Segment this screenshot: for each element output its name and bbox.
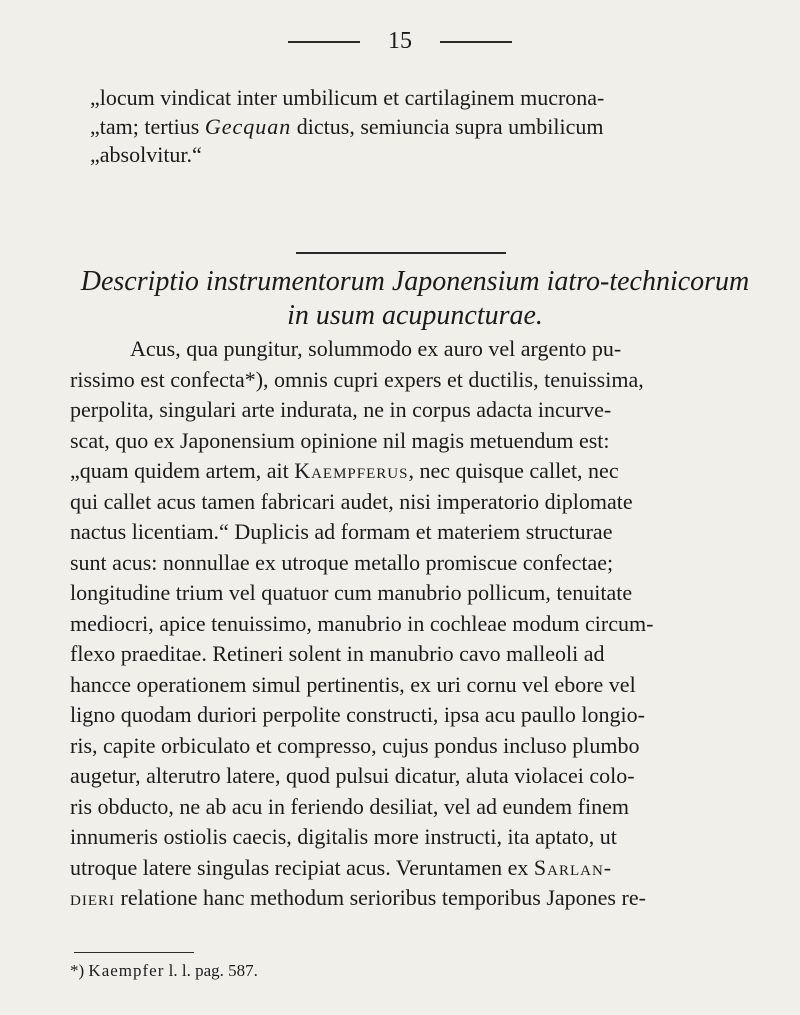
body-line: qui callet acus tamen fabricari audet, nisi imperatorio diplomate bbox=[70, 488, 633, 514]
body-line: augetur, alterutro latere, quod pulsui dicatur, aluta violacei colo- bbox=[70, 763, 635, 788]
body-line: innumeris ostiolis caecis, digitalis more instructi, ita aptato, ut bbox=[70, 824, 617, 849]
body-line bbox=[70, 456, 760, 487]
footnote bbox=[70, 960, 258, 982]
body-line bbox=[70, 853, 760, 884]
section-title bbox=[70, 265, 760, 333]
body-line: perpolita, singulari arte indurata, ne in corpus adacta incurve- bbox=[70, 397, 612, 422]
page-number: 15 bbox=[388, 28, 412, 54]
author-name: Sarlan- bbox=[533, 854, 613, 880]
quote-line: „locum vindicat inter umbilicum et cartilaginem mucrona- bbox=[90, 85, 605, 110]
body-text bbox=[70, 334, 760, 914]
header-rule-right bbox=[440, 41, 512, 43]
title-line: Descriptio instrumentorum Japonensium iatro-technicorum bbox=[80, 266, 750, 297]
footnote-rule bbox=[74, 952, 194, 953]
footnote-author: Kaempfer bbox=[88, 961, 165, 980]
section-divider bbox=[296, 252, 506, 254]
body-line: Acus, qua pungitur, solummodo ex auro vel argento pu- bbox=[130, 336, 622, 361]
header-rule-left bbox=[288, 41, 360, 43]
body-line: hancce operationem simul pertinentis, ex uri cornu vel ebore vel bbox=[70, 671, 636, 697]
quote-text: dictus, semiuncia supra umbilicum bbox=[291, 113, 604, 139]
body-text-fragment: relatione hanc methodum serioribus temporibus Japones re- bbox=[115, 885, 646, 910]
body-line: mediocri, apice tenuissimo, manubrio in cochleae modum circum- bbox=[70, 610, 654, 636]
body-line: ris obducto, ne ab acu in feriendo desiliat, vel ad eundem finem bbox=[70, 793, 629, 819]
body-line: flexo praeditae. Retineri solent in manubrio cavo malleoli ad bbox=[70, 641, 605, 666]
body-line: ris, capite orbiculato et compresso, cujus pondus incluso plumbo bbox=[70, 732, 640, 758]
body-text-fragment: utroque latere singulas recipiat acus. Veruntamen ex bbox=[70, 854, 534, 880]
author-name: dieri bbox=[70, 885, 115, 910]
body-line: scat, quo ex Japonensium opinione nil magis metuendum est: bbox=[70, 427, 610, 453]
quote-line: „absolvitur.“ bbox=[90, 142, 202, 167]
footnote-ref: l. l. pag. 587. bbox=[164, 961, 258, 980]
body-line: longitudine trium vel quatuor cum manubrio pollicum, tenuitate bbox=[70, 580, 633, 605]
quote-line bbox=[90, 113, 730, 142]
body-text-fragment: „quam quidem artem, ait bbox=[70, 458, 295, 483]
title-line: in usum acupuncturae. bbox=[287, 300, 543, 331]
page-header bbox=[0, 26, 800, 56]
footnote-marker: *) bbox=[70, 961, 89, 980]
quoted-passage bbox=[90, 84, 730, 170]
author-name: Kaempferus bbox=[294, 458, 409, 483]
body-line bbox=[70, 883, 760, 914]
body-line: ligno quodam duriori perpolite constructi, ipsa acu paullo longio- bbox=[70, 702, 645, 727]
quote-name: Gecquan bbox=[204, 113, 292, 139]
body-line: sunt acus: nonnullae ex utroque metallo promiscue confectae; bbox=[70, 549, 614, 575]
quote-text: „tam; tertius bbox=[90, 113, 205, 139]
body-line: rissimo est confecta*), omnis cupri expers et ductilis, tenuissima, bbox=[70, 366, 644, 392]
body-text-fragment: , nec quisque callet, nec bbox=[408, 458, 619, 483]
body-line: nactus licentiam.“ Duplicis ad formam et materiem structurae bbox=[70, 519, 613, 544]
